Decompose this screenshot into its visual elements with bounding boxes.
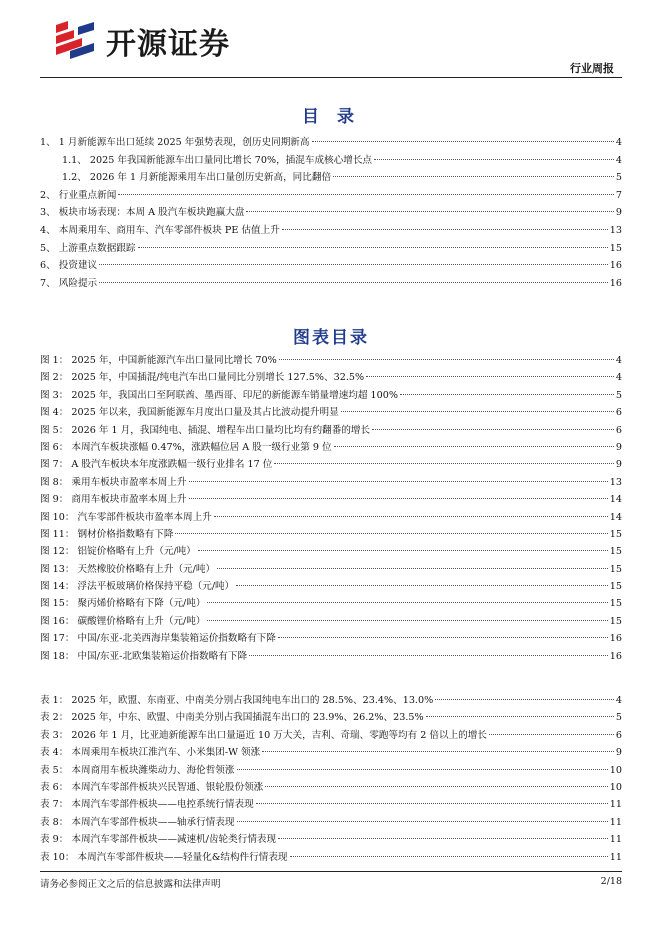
table-entry-number: 表 6：: [40, 781, 69, 793]
table-entry[interactable]: [40, 779, 622, 796]
table-entry-page: 11: [609, 816, 622, 828]
figure-entry[interactable]: [40, 578, 622, 595]
table-entry-number: 表 8：: [40, 816, 69, 828]
figure-entry-page: 6: [615, 407, 622, 419]
toc-entry-number: 2、: [40, 189, 56, 201]
figure-entry-label: [40, 543, 196, 560]
toc-entry-page: 16: [609, 277, 622, 289]
toc-entry-page: 4: [615, 154, 622, 166]
figure-entry-page: 15: [609, 563, 622, 575]
figure-entry-text: 商用车板块市盈率本周上升: [71, 494, 187, 506]
figure-entry-label: [40, 578, 234, 595]
toc-entry-label: [40, 275, 97, 293]
table-entry-text: 本周汽车零部件板块——电控系统行情表现: [71, 799, 254, 811]
toc-list: [40, 134, 622, 292]
toc-entry[interactable]: [40, 204, 622, 222]
figure-entry-page: 9: [615, 441, 622, 453]
figure-entry-page: 13: [609, 476, 622, 488]
table-entry-number: 表 4：: [40, 747, 69, 759]
kaiyuan-logo-icon: [52, 19, 98, 63]
dot-leader: [374, 159, 614, 160]
figure-entry[interactable]: [40, 404, 622, 421]
figure-entry-text: 浮法平板玻璃价格保持平稳（元/吨）: [77, 581, 235, 593]
figure-entry-label: [40, 369, 364, 386]
toc-entry-page: 5: [615, 172, 622, 184]
figure-entry-number: 图 3：: [40, 389, 69, 401]
toc-entry-text: 风险提示: [58, 277, 98, 289]
dot-leader: [237, 769, 608, 770]
table-entry-label: [40, 727, 487, 744]
figure-entry-text: A 股汽车板块本年度涨跌幅一级行业排名 17 位: [71, 459, 273, 471]
toc-entry[interactable]: [40, 169, 622, 187]
table-entry[interactable]: [40, 831, 622, 848]
dot-leader: [256, 803, 608, 804]
figure-entry-label: [40, 352, 277, 369]
table-entry-text: 本周汽车零部件板块——轴承行情表现: [71, 816, 235, 828]
dot-leader: [189, 481, 608, 482]
dot-leader: [246, 211, 613, 212]
dot-leader: [189, 498, 608, 499]
toc-entry-page: 9: [615, 207, 622, 219]
dot-leader: [207, 602, 607, 603]
toc-entry-label: [40, 134, 310, 152]
table-entry-number: 表 7：: [40, 799, 69, 811]
figure-entry-page: 15: [609, 546, 622, 558]
figure-entry-text: 乘用车板块市盈率本周上升: [71, 476, 187, 488]
figure-entry-page: 15: [609, 615, 622, 627]
toc-entry-page: 4: [615, 137, 622, 148]
table-entry-page: 6: [615, 729, 622, 741]
page-header: [0, 0, 662, 82]
dot-leader: [366, 376, 614, 377]
figure-entry[interactable]: [40, 491, 622, 508]
table-entry-label: [40, 709, 424, 726]
toc-entry[interactable]: [40, 187, 622, 205]
dot-leader: [118, 194, 614, 195]
table-entry-number: 表 10：: [40, 851, 75, 863]
figure-entry-page: 9: [615, 459, 622, 471]
table-entry-page: 4: [615, 695, 622, 706]
table-entry-text: 本周汽车零部件板块——减速机/齿轮类行情表现: [71, 834, 277, 846]
figure-entry-page: 14: [609, 494, 622, 506]
table-entry-page: 11: [609, 834, 622, 846]
figure-entry-number: 图 6：: [40, 441, 69, 453]
figure-entry-text: 聚丙烯价格略有下降（元/吨）: [77, 598, 206, 610]
toc-entry-label: [40, 240, 136, 258]
figure-entry[interactable]: [40, 456, 622, 473]
toc-entry-label: [62, 152, 372, 170]
dot-leader: [341, 411, 614, 412]
figure-entry-text: 中国/东亚-北美西海岸集装箱运价指数略有下降: [77, 633, 276, 645]
table-entry[interactable]: [40, 727, 622, 744]
dot-leader: [249, 655, 608, 656]
figure-entry-page: 15: [609, 598, 622, 610]
figure-entry-text: 铝锭价格略有上升（元/吨）: [77, 546, 196, 558]
logo-text: 开源证券: [106, 27, 230, 62]
figure-entry-number: 图 4：: [40, 407, 69, 419]
figure-entry-label: [40, 474, 187, 491]
figure-entry[interactable]: [40, 352, 622, 369]
figure-entry[interactable]: [40, 509, 622, 526]
dot-leader: [333, 176, 614, 177]
toc-entry-page: 15: [609, 242, 622, 254]
table-entry-label: [40, 796, 254, 813]
toc-entry[interactable]: [40, 152, 622, 170]
toc-entry-number: 1、: [40, 137, 56, 148]
toc-entry-text: 2025 年我国新能源车出口量同比增长 70%，插混车成核心增长点: [89, 154, 373, 166]
figure-entry-number: 图 5：: [40, 424, 69, 436]
figure-entry-text: 2025 年，中国新能源汽车出口量同比增长 70%: [71, 355, 277, 366]
figure-entry-label: [40, 595, 205, 612]
toc-entry-text: 板块市场表现：本周 A 股汽车板块跑赢大盘: [58, 207, 245, 219]
dot-leader: [265, 786, 608, 787]
toc-entry[interactable]: [40, 275, 622, 293]
figure-entry[interactable]: [40, 630, 622, 647]
table-entry-number: 表 3：: [40, 729, 69, 741]
toc-entry[interactable]: [40, 240, 622, 258]
toc-entry-text: 本周乘用车、商用车、汽车零部件板块 PE 估值上升: [58, 224, 280, 236]
dot-leader: [198, 550, 608, 551]
figure-entry[interactable]: [40, 387, 622, 404]
figure-entry-label: [40, 630, 276, 647]
figure-entry[interactable]: [40, 526, 622, 543]
figure-entry-page: 4: [615, 355, 622, 366]
table-entry-number: 表 5：: [40, 764, 69, 776]
toc-entry-number: 5、: [40, 242, 56, 254]
figure-entry-label: [40, 456, 272, 473]
report-type: 行业周报: [570, 62, 614, 75]
table-entry[interactable]: [40, 744, 622, 761]
dot-leader: [175, 533, 607, 534]
figure-entry-number: 图 16：: [40, 615, 75, 627]
figure-entry-number: 图 17：: [40, 633, 75, 645]
table-entry[interactable]: [40, 796, 622, 813]
table-entry-number: 表 9：: [40, 834, 69, 846]
dot-leader: [334, 446, 614, 447]
table-entry-number: 表 1：: [40, 695, 69, 706]
toc-entry-text: 投资建议: [58, 260, 98, 272]
table-entry-page: 9: [615, 747, 622, 759]
figure-entry-label: [40, 387, 398, 404]
dot-leader: [279, 359, 614, 360]
figure-entry[interactable]: [40, 422, 622, 439]
table-entry[interactable]: [40, 849, 622, 866]
footer-page-number: 2/18: [600, 876, 622, 887]
toc-entry-page: 7: [615, 189, 622, 201]
figure-entry-text: 天然橡胶价格略有上升（元/吨）: [77, 563, 216, 575]
table-entry-page: 11: [609, 851, 622, 863]
figure-entry-page: 15: [609, 581, 622, 593]
dot-leader: [236, 585, 608, 586]
table-entry-label: [40, 849, 288, 866]
dot-leader: [435, 699, 614, 700]
figure-entry-number: 图 15：: [40, 598, 75, 610]
toc-title: 目 录: [302, 107, 360, 127]
dot-leader: [278, 637, 608, 638]
toc-entry-label: [40, 222, 280, 240]
toc-entry-page: 16: [609, 260, 622, 272]
toc-entry-label: [40, 257, 97, 275]
dot-leader: [237, 821, 608, 822]
toc-entry-label: [40, 204, 244, 222]
figure-entry[interactable]: [40, 561, 622, 578]
toc-entry[interactable]: [40, 134, 622, 152]
figure-entry[interactable]: [40, 543, 622, 560]
table-entry-page: 10: [609, 781, 622, 793]
figure-entry-page: 5: [615, 389, 622, 401]
figure-entry[interactable]: [40, 595, 622, 612]
figure-entry-number: 图 12：: [40, 546, 75, 558]
figures-title: 图表目录: [293, 328, 369, 348]
toc-entry-number: 1.2、: [62, 172, 87, 184]
dot-leader: [312, 141, 614, 142]
dot-leader: [372, 429, 614, 430]
figure-entry-number: 图 13：: [40, 563, 75, 575]
table-entry[interactable]: [40, 814, 622, 831]
table-entry-page: 10: [609, 764, 622, 776]
table-entry[interactable]: [40, 692, 622, 709]
table-entry-text: 本周汽车零部件板块——轻量化&结构件行情表现: [77, 851, 288, 863]
figure-entry-page: 16: [609, 650, 622, 662]
figure-entry-text: 2025 年，我国出口至阿联酋、墨西哥、印尼的新能源车销量增速均超 100%: [71, 389, 398, 401]
toc-entry-page: 13: [609, 224, 622, 236]
toc-entry-number: 4、: [40, 224, 56, 236]
table-entry-page: 5: [615, 712, 622, 724]
figure-entry-label: [40, 509, 212, 526]
table-entry-text: 本周乘用车板块江淮汽车、小米集团-W 领涨: [71, 747, 261, 759]
figure-entry-number: 图 1：: [40, 355, 69, 366]
table-entry-label: [40, 779, 263, 796]
dot-leader: [274, 463, 614, 464]
figure-entry-page: 14: [609, 511, 622, 523]
footer-disclaimer: 请务必参阅正文之后的信息披露和法律声明: [40, 879, 221, 890]
toc-entry-number: 7、: [40, 277, 56, 289]
figure-entry-number: 图 8：: [40, 476, 69, 488]
toc-entry-text: 2026 年 1 月新能源乘用车出口量创历史新高，同比翻倍: [89, 172, 332, 184]
figure-entry-text: 2026 年 1 月，我国纯电、插混、增程车出口量均比均有约翻番的增长: [71, 424, 371, 436]
table-entry[interactable]: [40, 762, 622, 779]
table-entry[interactable]: [40, 709, 622, 726]
table-entry-text: 2025 年，中东、欧盟、中南美分别占我国插混车出口的 23.9%、26.2%、23.5%: [71, 712, 424, 724]
figure-entry-label: [40, 648, 247, 665]
figure-entry-text: 中国/东亚-北欧集装箱运价指数略有下降: [77, 650, 248, 662]
table-entry-number: 表 2：: [40, 712, 69, 724]
dot-leader: [282, 229, 608, 230]
figure-entry-number: 图 18：: [40, 650, 75, 662]
table-entry-text: 本周汽车零部件板块兴民智通、银轮股份领涨: [71, 781, 264, 793]
figure-entry-number: 图 7：: [40, 459, 69, 471]
dot-leader: [262, 751, 614, 752]
figure-entry-number: 图 11：: [40, 528, 75, 540]
toc-entry-text: 行业重点新闻: [58, 189, 117, 201]
figure-entry-label: [40, 526, 173, 543]
figures-list: [40, 352, 622, 665]
figure-entry-page: 16: [609, 633, 622, 645]
toc-entry-number: 3、: [40, 207, 56, 219]
table-entry-text: 2025 年，欧盟、东南亚、中南美分别占我国纯电车出口的 28.5%、23.4%、13.0%: [71, 695, 434, 706]
footer-divider: [40, 871, 622, 872]
figure-entry-number: 图 9：: [40, 494, 69, 506]
table-entry-label: [40, 744, 260, 761]
figure-entry-label: [40, 561, 215, 578]
figure-entry[interactable]: [40, 439, 622, 456]
figure-entry-text: 碳酸锂价格略有上升（元/吨）: [77, 615, 206, 627]
toc-entry-label: [40, 187, 116, 205]
toc-entry-number: 6、: [40, 260, 56, 272]
toc-entry-label: [62, 169, 331, 187]
figure-entry-page: 4: [615, 372, 622, 384]
dot-leader: [278, 838, 608, 839]
dot-leader: [214, 516, 608, 517]
figure-entry-page: 15: [609, 528, 622, 540]
dot-leader: [99, 282, 608, 283]
dot-leader: [207, 620, 607, 621]
figure-entry-label: [40, 613, 205, 630]
figure-entry-label: [40, 422, 370, 439]
figure-entry-page: 6: [615, 424, 622, 436]
figure-entry-text: 2025 年，中国插混/纯电汽车出口量同比分别增长 127.5%、32.5%: [71, 372, 365, 384]
figure-entry-text: 本周汽车板块涨幅 0.47%，涨跌幅位居 A 股一级行业第 9 位: [71, 441, 332, 453]
dot-leader: [138, 247, 608, 248]
table-entry-label: [40, 831, 276, 848]
tables-list: [40, 692, 622, 866]
dot-leader: [217, 568, 608, 569]
table-entry-label: [40, 692, 433, 709]
figure-entry-text: 2025 年以来，我国新能源车月度出口量及其占比波动提升明显: [71, 407, 339, 419]
company-logo: [52, 18, 262, 64]
header-divider: [40, 77, 622, 78]
table-entry-label: [40, 814, 235, 831]
figure-entry[interactable]: [40, 648, 622, 665]
figure-entry-label: [40, 491, 187, 508]
figure-entry-number: 图 2：: [40, 372, 69, 384]
toc-entry-text: 1 月新能源车出口延续 2025 年强势表现，创历史同期新高: [58, 137, 310, 148]
table-entry-text: 2026 年 1 月，比亚迪新能源车出口量逼近 10 万大关，吉利、奇瑞、零跑等均有 2 倍以上的增长: [71, 729, 487, 741]
toc-entry-text: 上游重点数据跟踪: [58, 242, 136, 254]
figure-entry[interactable]: [40, 613, 622, 630]
figure-entry-text: 汽车零部件板块市盈率本周上升: [77, 511, 212, 523]
figure-entry-number: 图 14：: [40, 581, 75, 593]
table-entry-page: 11: [609, 799, 622, 811]
dot-leader: [99, 264, 608, 265]
table-entry-label: [40, 762, 235, 779]
dot-leader: [426, 716, 614, 717]
figure-entry-text: 钢材价格指数略有下降: [77, 528, 174, 540]
dot-leader: [400, 394, 614, 395]
toc-entry[interactable]: [40, 257, 622, 275]
figure-entry-label: [40, 404, 339, 421]
dot-leader: [290, 856, 608, 857]
figure-entry[interactable]: [40, 474, 622, 491]
toc-entry[interactable]: [40, 222, 622, 240]
dot-leader: [489, 734, 614, 735]
table-entry-text: 本周商用车板块潍柴动力、海伦哲领涨: [71, 764, 235, 776]
figure-entry-label: [40, 439, 332, 456]
figure-entry-number: 图 10：: [40, 511, 75, 523]
figure-entry[interactable]: [40, 369, 622, 386]
toc-entry-number: 1.1、: [62, 154, 87, 166]
